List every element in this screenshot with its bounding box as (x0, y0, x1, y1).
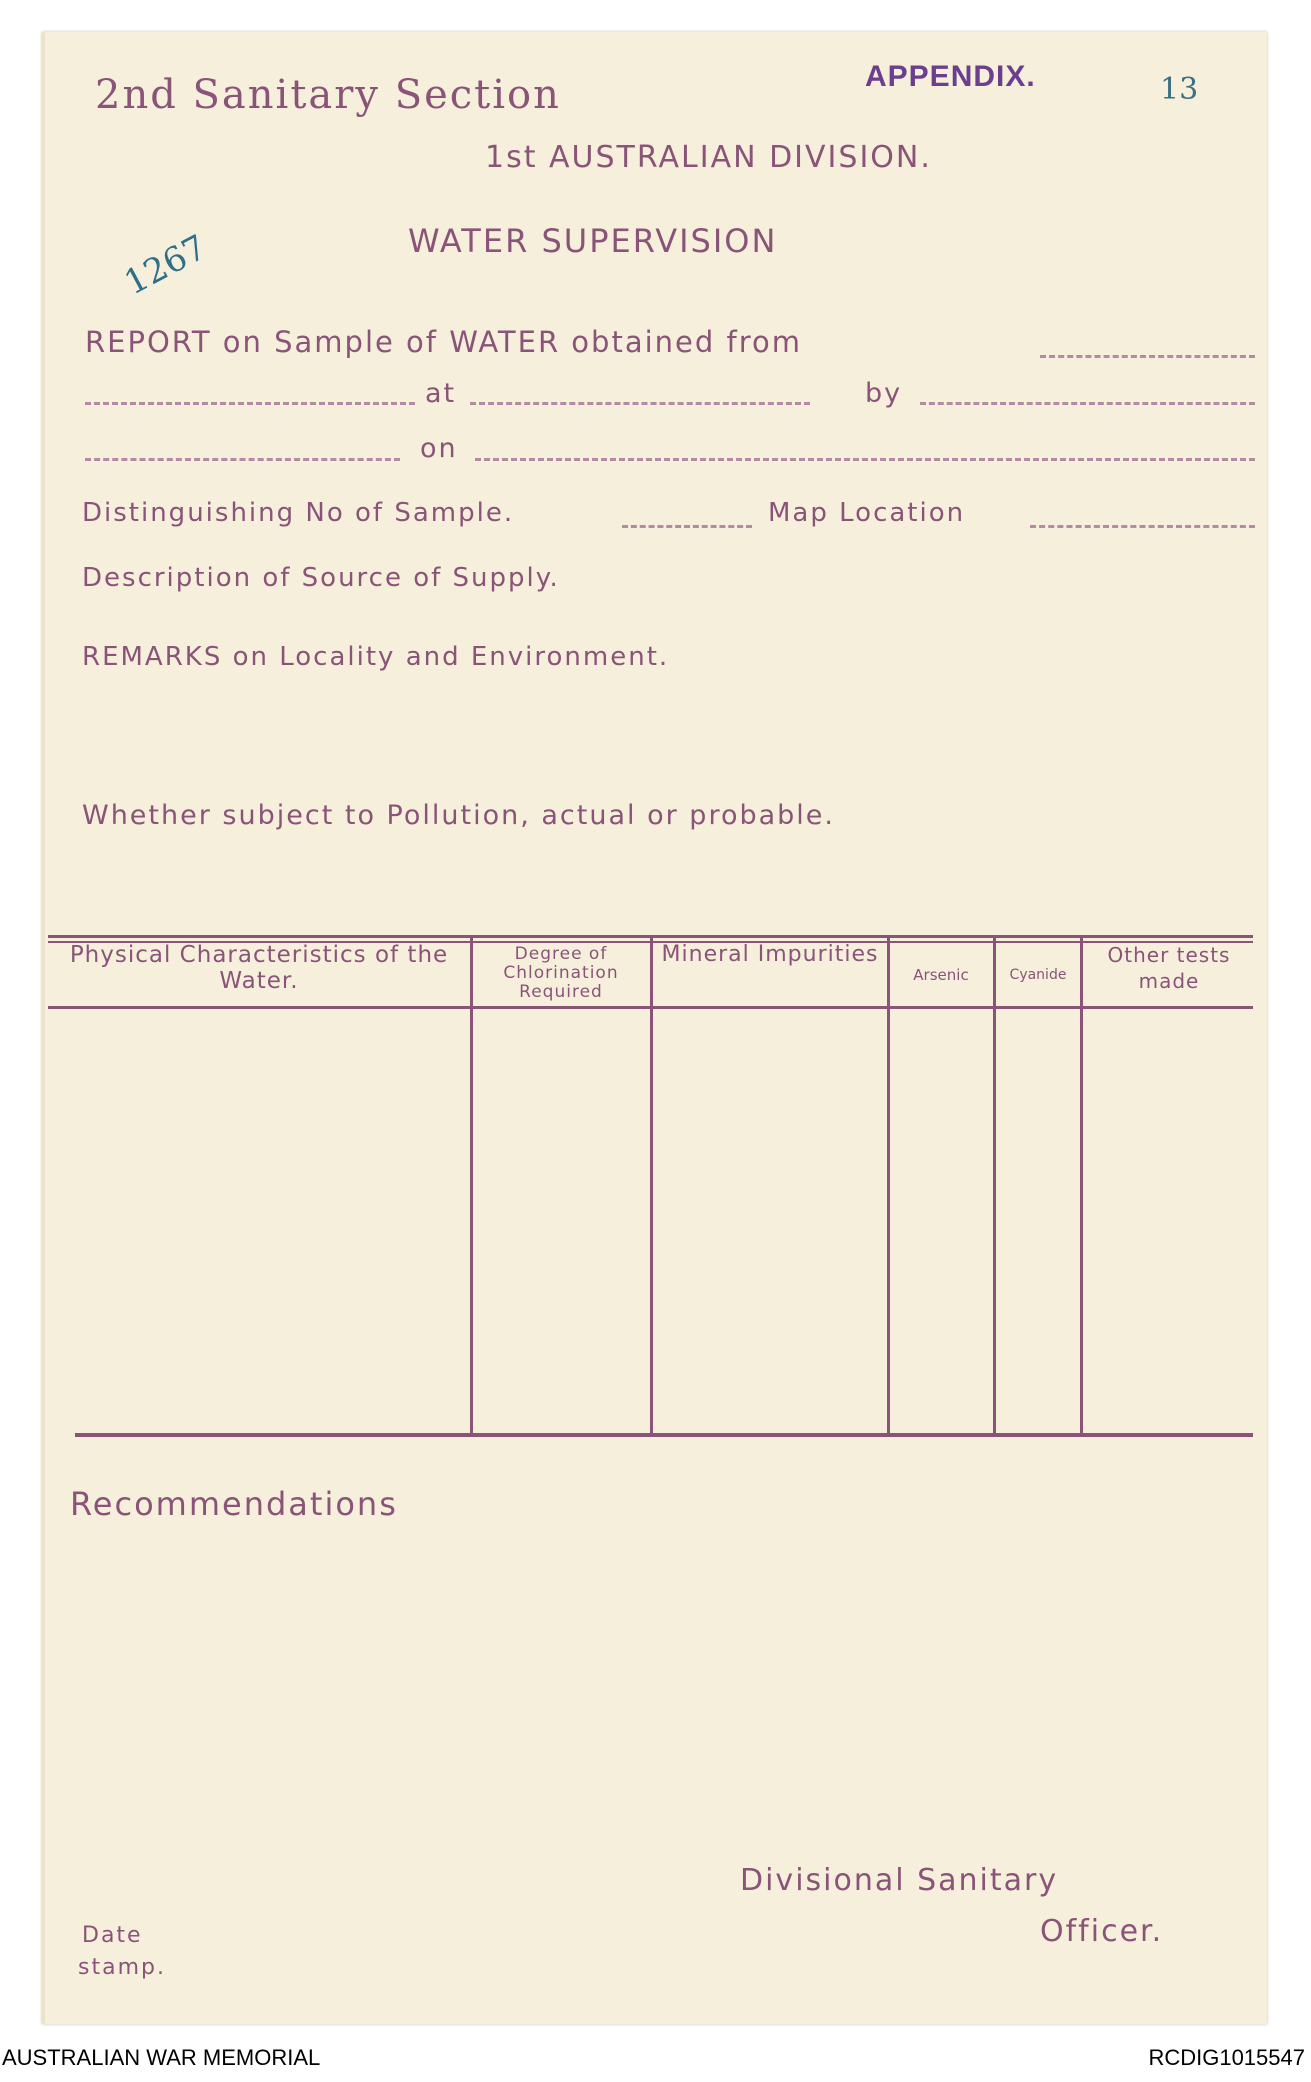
column-divider-1 (470, 938, 473, 1435)
column-header-arsenic: Arsenic (913, 966, 969, 984)
column-divider-3 (887, 938, 890, 1435)
remarks-label: REMARKS on Locality and Environment. (82, 642, 670, 672)
by-label: by (865, 378, 903, 409)
form-title: WATER SUPERVISION (408, 222, 778, 260)
at-pre-line (85, 402, 415, 405)
column-divider-2 (650, 938, 653, 1435)
by-fill-line (920, 402, 1255, 405)
date-stamp-line-2: stamp. (78, 1955, 166, 1980)
sample-number-label: Distinguishing No of Sample. (82, 498, 515, 528)
at-fill-line (470, 402, 810, 405)
date-stamp-line-1: Date (82, 1923, 143, 1948)
page-number: 13 (1160, 72, 1199, 107)
column-header-other-tests: Other tests made (1107, 943, 1231, 993)
on-label: on (420, 433, 458, 464)
section-heading: 2nd Sanitary Section (95, 72, 561, 118)
table-bottom-rule (75, 1433, 1253, 1437)
signature-line-1: Divisional Sanitary (740, 1863, 1059, 1898)
on-fill-line (475, 458, 1255, 461)
appendix-stamp: APPENDIX. (865, 60, 1036, 93)
at-label: at (425, 378, 457, 409)
footer-record-id: RCDIG1015547 (1148, 2045, 1305, 2070)
column-divider-4 (993, 938, 996, 1435)
column-header-mineral: Mineral Impurities (661, 942, 879, 967)
report-label: REPORT on Sample of WATER obtained from (85, 325, 802, 359)
footer-institution: AUSTRALIAN WAR MEMORIAL (2, 2045, 321, 2070)
column-header-cyanide: Cyanide (1009, 967, 1067, 983)
registration-number: 1267 (118, 227, 214, 304)
column-divider-5 (1080, 938, 1083, 1435)
pollution-label: Whether subject to Pollution, actual or probable. (82, 800, 835, 831)
sample-number-fill-line (622, 525, 752, 528)
description-label: Description of Source of Supply. (82, 563, 560, 593)
column-header-physical: Physical Characteristics of the Water. (69, 942, 449, 994)
recommendations-label: Recommendations (70, 1485, 398, 1523)
column-header-chlorination: Degree of Chlorination Required (503, 944, 619, 1002)
report-fill-line (1040, 355, 1255, 358)
division-heading: 1st AUSTRALIAN DIVISION. (485, 140, 932, 175)
map-location-label: Map Location (768, 498, 966, 528)
on-pre-line (85, 458, 400, 461)
map-location-fill-line (1030, 525, 1255, 528)
signature-line-2: Officer. (1040, 1914, 1164, 1949)
